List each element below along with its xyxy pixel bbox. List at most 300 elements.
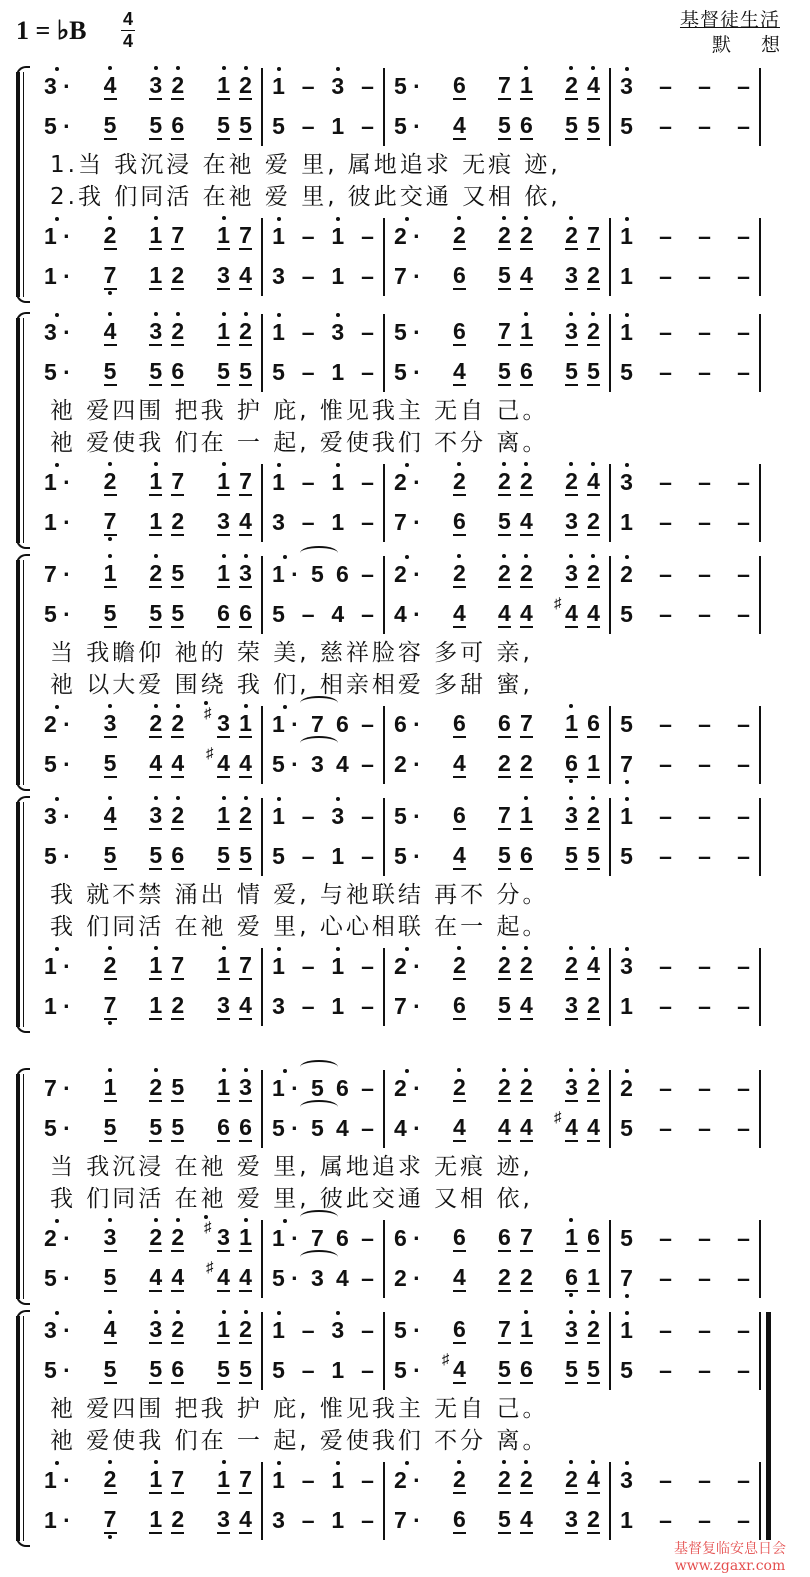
note: 7 — [498, 802, 511, 828]
note: 1 — [103, 1074, 117, 1100]
measure — [384, 358, 610, 386]
note: 3 — [149, 1316, 163, 1342]
note: 4 — [331, 601, 345, 627]
note: 4 — [452, 842, 466, 868]
note: 4 — [498, 1114, 511, 1140]
note: 1 — [331, 223, 345, 249]
note: 5 — [620, 601, 633, 627]
measure — [34, 1114, 262, 1142]
note: 2 — [587, 560, 600, 586]
measure — [262, 992, 384, 1020]
note: – — [698, 113, 711, 139]
note: – — [737, 223, 750, 249]
note: 5 — [171, 1114, 185, 1140]
note: – — [659, 319, 672, 345]
note: 5 — [239, 1356, 252, 1382]
voice-row — [34, 952, 782, 980]
note: 4 — [520, 992, 533, 1018]
note: 3 — [565, 262, 578, 288]
note: 3 — [565, 802, 578, 828]
note: 1 · — [44, 223, 71, 249]
note: 7 — [520, 710, 533, 736]
note: 2 — [587, 1506, 600, 1532]
lyric-line: 我 就不禁 涌出 情 爱, 与祂联结 再不 分。 — [50, 882, 549, 908]
note: 2 — [149, 560, 163, 586]
note: 4 · — [394, 1115, 421, 1141]
note: – — [737, 843, 750, 869]
note: 5 — [310, 561, 324, 587]
score-system — [14, 560, 782, 785]
note: 3 — [149, 802, 163, 828]
note: 2 · — [44, 1225, 71, 1251]
note: – — [361, 993, 374, 1019]
measure — [610, 710, 760, 738]
slur — [300, 696, 338, 710]
note: – — [659, 263, 672, 289]
note: 5 — [565, 842, 578, 868]
system-bracket — [14, 72, 30, 297]
note: 5 — [149, 1356, 163, 1382]
measure — [262, 842, 384, 870]
voice-row — [34, 600, 782, 628]
note: 3 · — [44, 319, 71, 345]
note: 5 — [587, 1356, 600, 1382]
note: 5 — [149, 842, 163, 868]
note: 2 — [520, 1264, 533, 1290]
note: – — [737, 1115, 750, 1141]
note: 2 — [171, 802, 185, 828]
measure — [34, 1264, 262, 1292]
note: 1 — [149, 1466, 163, 1492]
note: 2 — [498, 1264, 511, 1290]
note: – — [737, 803, 750, 829]
note: 5 — [620, 1225, 633, 1251]
note: – — [361, 711, 374, 737]
note: 3 — [565, 992, 578, 1018]
measure — [610, 952, 760, 980]
note: 5 — [565, 112, 578, 138]
note: – — [698, 1115, 711, 1141]
voice-row — [34, 1506, 782, 1534]
note: 2 — [452, 1466, 466, 1492]
note: – — [301, 509, 315, 535]
measure — [34, 1316, 262, 1344]
note: 2 — [587, 318, 600, 344]
note: 6 — [452, 1224, 466, 1250]
note: 2 — [520, 952, 533, 978]
lyric-line: 当 我瞻仰 祂的 荣 美, 慈祥脸容 多可 亲, — [50, 640, 533, 666]
slur — [300, 1100, 338, 1114]
note: – — [659, 993, 672, 1019]
note: 4 — [103, 72, 117, 98]
note: – — [737, 263, 750, 289]
note: 1 · — [44, 263, 71, 289]
note: 3 — [620, 73, 633, 99]
score-system — [14, 1316, 782, 1541]
note: 1 · — [44, 1467, 71, 1493]
note: 7 · — [44, 1075, 71, 1101]
note: 5 — [103, 112, 117, 138]
note: 1 — [620, 993, 633, 1019]
note: 5 — [620, 359, 633, 385]
measure — [384, 600, 610, 628]
measure — [610, 802, 760, 830]
measure — [34, 842, 262, 870]
note: – — [737, 1317, 750, 1343]
note: 6 — [452, 1506, 466, 1532]
note: 1 — [620, 1507, 633, 1533]
note: – — [361, 953, 374, 979]
note: 5 · — [44, 359, 71, 385]
note: 3 · — [44, 1317, 71, 1343]
measure — [384, 1356, 610, 1384]
note: – — [361, 469, 374, 495]
note: – — [698, 319, 711, 345]
note: 5 — [620, 711, 633, 737]
note: 5 — [587, 112, 600, 138]
note: 7 — [620, 1265, 633, 1291]
measure — [262, 1356, 384, 1384]
note: 6 — [239, 600, 252, 626]
measure — [34, 72, 262, 100]
measure — [262, 318, 384, 346]
note: 3 — [103, 710, 117, 736]
note: – — [659, 711, 672, 737]
note: 5 — [587, 842, 600, 868]
note: ♯ 4 — [217, 750, 230, 778]
measure — [34, 802, 262, 830]
note: 5 · — [394, 319, 421, 345]
note: – — [659, 359, 672, 385]
note: 7 — [103, 508, 117, 534]
measure — [384, 1466, 610, 1494]
note: 5 — [217, 112, 230, 138]
note: – — [659, 509, 672, 535]
note: 4 — [587, 1466, 600, 1492]
note: 2 · — [44, 711, 71, 737]
note: 2 · — [394, 1467, 421, 1493]
watermark — [674, 1541, 786, 1575]
note: 3 — [620, 1467, 633, 1493]
measure — [610, 1316, 760, 1344]
note: 2 — [171, 508, 185, 534]
measure — [34, 222, 262, 250]
note: – — [737, 1357, 750, 1383]
note: – — [698, 1507, 711, 1533]
note: – — [301, 1357, 315, 1383]
note: 1 · — [44, 993, 71, 1019]
voice-row — [34, 1074, 782, 1102]
note: 2 — [565, 1466, 578, 1492]
note: 6 — [217, 600, 230, 626]
note: 5 — [272, 113, 285, 139]
note: 2 — [587, 1316, 600, 1342]
measure — [34, 560, 262, 588]
note: 6 — [452, 318, 466, 344]
note: ♯ 3 — [217, 1224, 230, 1252]
measure — [262, 1316, 384, 1344]
lyric-line: 1.当 我沉浸 在祂 爱 里, 属地追求 无痕 迹, — [50, 152, 561, 178]
measure — [262, 710, 384, 738]
note: 3 — [149, 318, 163, 344]
note: 3 — [620, 953, 633, 979]
note: 5 — [565, 1356, 578, 1382]
note: 6 — [520, 358, 533, 384]
note: 1 — [217, 560, 230, 586]
note: 2 — [149, 1074, 163, 1100]
note: 3 — [239, 560, 252, 586]
measure — [610, 358, 760, 386]
note: 1 — [217, 222, 230, 248]
note: 6 — [520, 1356, 533, 1382]
note: 2 · — [394, 223, 421, 249]
note: 4 — [520, 600, 533, 626]
note: – — [737, 953, 750, 979]
note: 3 — [103, 1224, 117, 1250]
note: 2 — [565, 222, 578, 248]
note: – — [659, 803, 672, 829]
note: – — [659, 843, 672, 869]
note: 2 — [171, 318, 185, 344]
measure — [262, 802, 384, 830]
note: 5 — [498, 262, 511, 288]
measure — [262, 262, 384, 290]
note: 7 — [310, 1225, 324, 1251]
slur — [300, 1210, 338, 1224]
note: 6 · — [394, 711, 421, 737]
note: 5 — [103, 842, 117, 868]
note: 1 · — [272, 1225, 299, 1251]
note: 4 — [452, 1264, 466, 1290]
note: 6 — [565, 750, 578, 776]
note: 7 — [498, 1316, 511, 1342]
note: 4 — [103, 1316, 117, 1342]
note: 1 — [149, 222, 163, 248]
note: – — [659, 1225, 672, 1251]
note: – — [361, 561, 374, 587]
note: 3 — [331, 73, 345, 99]
note: ♯ 4 — [453, 1356, 466, 1384]
note: 2 — [587, 1074, 600, 1100]
note: 4 — [239, 992, 252, 1018]
note: 1 — [565, 710, 578, 736]
note: – — [361, 803, 374, 829]
note: 6 — [171, 358, 185, 384]
note: 7 — [171, 952, 185, 978]
lyric-line: 祂 爱使我 们在 一 起, 爱使我们 不分 离。 — [50, 430, 549, 456]
voice-row — [34, 802, 782, 830]
note: 1 — [217, 318, 230, 344]
note: 1 — [331, 953, 345, 979]
note: 2 — [452, 1074, 466, 1100]
note: 5 — [149, 1114, 163, 1140]
note: 5 — [498, 842, 511, 868]
note: 1 — [565, 1224, 578, 1250]
measure — [384, 1264, 610, 1292]
note: 1 — [217, 1466, 230, 1492]
note: – — [301, 73, 315, 99]
note: 1 · — [44, 509, 71, 535]
note: 1 — [272, 953, 285, 979]
note: 3 — [310, 1265, 324, 1291]
note: 6 — [336, 1225, 349, 1251]
voice-row — [34, 508, 782, 536]
note: – — [698, 1265, 711, 1291]
note: 1 — [331, 1507, 345, 1533]
note: – — [698, 359, 711, 385]
measure — [34, 468, 262, 496]
note: 3 — [565, 1074, 578, 1100]
measure — [384, 262, 610, 290]
measure — [262, 600, 384, 628]
lyric-line: 祂 以大爱 围绕 我 们, 相亲相爱 多甜 蜜, — [50, 672, 533, 698]
system-bracket — [14, 560, 30, 785]
measure — [610, 1356, 760, 1384]
note: 1 — [217, 1074, 230, 1100]
note: 1 — [520, 318, 533, 344]
note: 4 — [336, 1115, 349, 1141]
note: 1 — [217, 72, 230, 98]
measure — [262, 750, 384, 778]
note: 3 — [239, 1074, 252, 1100]
measure — [262, 952, 384, 980]
note: 4 — [498, 600, 511, 626]
note: 2 — [587, 802, 600, 828]
note: 3 — [331, 319, 345, 345]
note: 3 — [217, 262, 230, 288]
note: 5 — [272, 1357, 285, 1383]
note: 2 — [452, 952, 466, 978]
note: 1 · — [44, 469, 71, 495]
note: 1 — [620, 1317, 633, 1343]
measure — [384, 112, 610, 140]
lyric-line: 祂 爱四围 把我 护 庇, 惟见我主 无自 己。 — [50, 398, 549, 424]
measure — [384, 1224, 610, 1252]
note: 5 — [217, 358, 230, 384]
note: 3 — [310, 751, 324, 777]
note: 6 · — [394, 1225, 421, 1251]
measure — [262, 1264, 384, 1292]
note: 6 — [520, 112, 533, 138]
note: – — [361, 601, 374, 627]
note: – — [361, 1317, 374, 1343]
voice-row — [34, 710, 782, 738]
note: – — [698, 263, 711, 289]
note: 2 · — [394, 1265, 421, 1291]
note: – — [698, 993, 711, 1019]
note: – — [361, 263, 374, 289]
measure — [384, 750, 610, 778]
note: 2 — [171, 72, 185, 98]
note: – — [698, 1075, 711, 1101]
note: – — [659, 1317, 672, 1343]
note: 4 — [103, 318, 117, 344]
note: 1 — [272, 319, 285, 345]
note: – — [301, 359, 315, 385]
note: 1 — [587, 750, 600, 776]
note: – — [659, 1467, 672, 1493]
note: – — [301, 993, 315, 1019]
voice-row — [34, 72, 782, 100]
note: 5 — [103, 358, 117, 384]
system-bracket — [14, 1074, 30, 1299]
note: 5 — [498, 1506, 511, 1532]
measure — [610, 1506, 760, 1534]
measure — [610, 262, 760, 290]
note: 1 — [272, 223, 285, 249]
note: 7 · — [394, 263, 421, 289]
key-signature: 1 = ♭B — [16, 16, 87, 45]
note: – — [301, 1507, 315, 1533]
measure — [610, 72, 760, 100]
system-bracket — [14, 802, 30, 1027]
note: 5 — [217, 842, 230, 868]
note: 7 — [171, 222, 185, 248]
note: 3 · — [44, 803, 71, 829]
note: 1 — [239, 1224, 252, 1250]
note: 4 — [587, 600, 600, 626]
note: 1 — [331, 509, 345, 535]
note: 1 — [620, 509, 633, 535]
note: 1 — [520, 1316, 533, 1342]
lyric-line: 祂 爱四围 把我 护 庇, 惟见我主 无自 己。 — [50, 1396, 549, 1422]
note: 6 — [452, 72, 466, 98]
measure — [262, 1224, 384, 1252]
note: 7 — [239, 952, 252, 978]
note: 5 — [272, 359, 285, 385]
note: – — [737, 359, 750, 385]
note: 4 — [452, 750, 466, 776]
note: 4 — [587, 72, 600, 98]
note: 4 — [171, 750, 185, 776]
note: 3 — [272, 993, 285, 1019]
meter-top: 4 — [122, 9, 133, 29]
note: 4 — [520, 508, 533, 534]
measure — [262, 508, 384, 536]
measure — [262, 1506, 384, 1534]
measure — [384, 842, 610, 870]
note: 6 — [587, 710, 600, 736]
note: 6 — [565, 1264, 578, 1290]
note: 7 — [103, 992, 117, 1018]
note: 7 — [498, 318, 511, 344]
note: – — [737, 113, 750, 139]
note: 1 — [149, 468, 163, 494]
note: 7 — [103, 1506, 117, 1532]
score-system — [14, 802, 782, 1027]
note: 7 — [620, 751, 633, 777]
note: – — [698, 1317, 711, 1343]
note: 1 — [587, 1264, 600, 1290]
voice-row — [34, 1316, 782, 1344]
note: 4 — [452, 112, 466, 138]
voice-row — [34, 318, 782, 346]
note: – — [659, 73, 672, 99]
note: 2 — [520, 1466, 533, 1492]
watermark-line2: www.zgaxr.com — [674, 1558, 786, 1574]
note: 1 — [620, 803, 633, 829]
note: 2 — [565, 952, 578, 978]
note: 2 — [565, 72, 578, 98]
note: 5 · — [394, 113, 421, 139]
note: 2 — [520, 560, 533, 586]
note: 1 — [149, 262, 163, 288]
note: 6 — [336, 711, 349, 737]
measure — [610, 560, 760, 588]
note: 2 — [171, 710, 185, 736]
note: 3 — [217, 1506, 230, 1532]
note: 2 · — [394, 1075, 421, 1101]
